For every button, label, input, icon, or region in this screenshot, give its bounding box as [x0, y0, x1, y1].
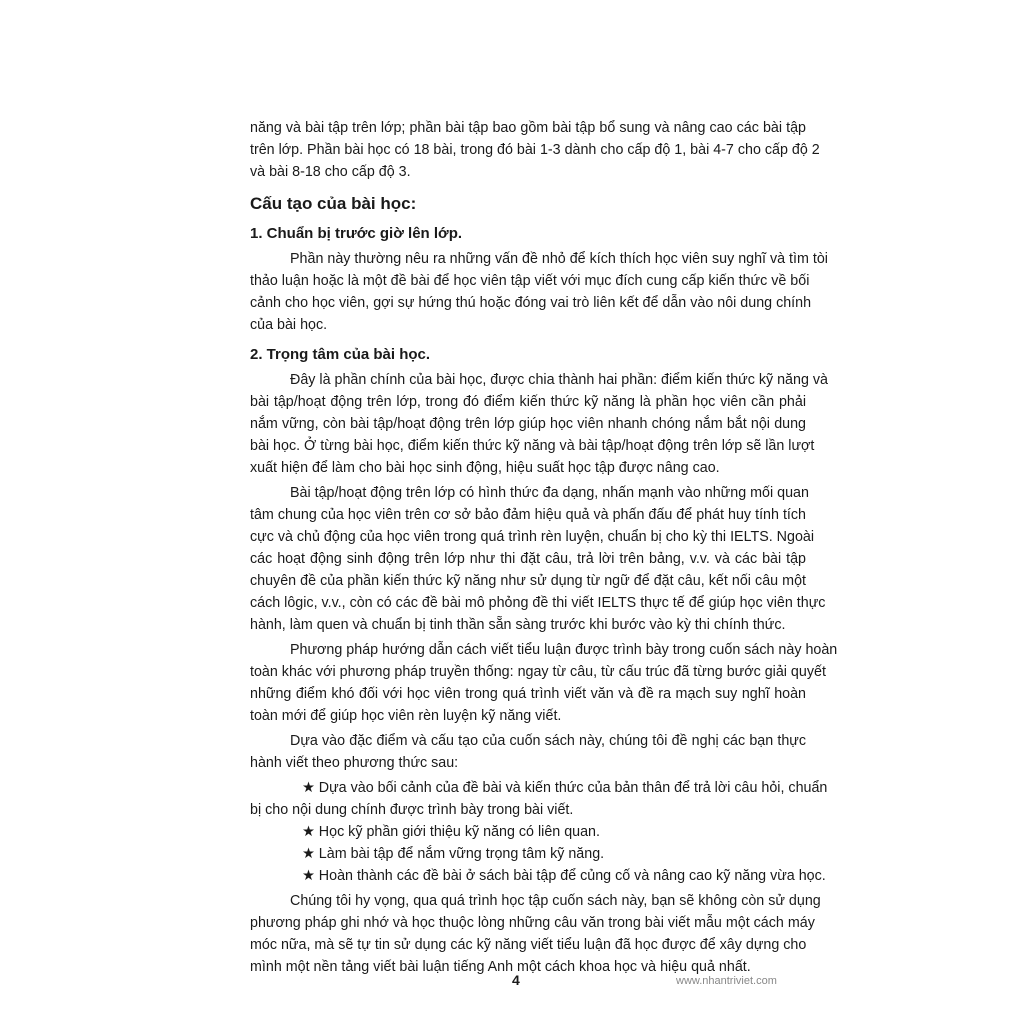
heading: 2. Trọng tâm của bài học. [250, 346, 431, 363]
text-line: cực và chủ động của học viên trong quá trình rèn luyện, chuẩn bị cho kỳ thi IELTS. Ngoài [250, 529, 815, 545]
text-line: trên lớp. Phần bài học có 18 bài, trong đó bài 1-3 dành cho cấp độ 1, bài 4-7 cho cấp độ 2 [250, 142, 820, 158]
page-number: 4 [512, 972, 520, 988]
section-1-para [250, 248, 828, 336]
publisher-website: www.nhantriviet.com [676, 975, 777, 987]
intro-cont [250, 117, 820, 183]
bullet-line: ★ Dựa vào bối cảnh của đề bài và kiến thức của bản thân để trả lời câu hỏi, chuẩn [302, 780, 828, 796]
method-para [250, 639, 838, 727]
text-line: Dựa vào đặc điểm và cấu tạo của cuốn sách này, chúng tôi đề nghị các bạn thực [290, 733, 806, 749]
heading: 1. Chuẩn bị trước giờ lên lớp. [250, 225, 463, 242]
text-line: hành, làm quen và chuẩn bị tinh thần sẵn sàng trước khi bước vào kỳ thi chính thức. [250, 617, 786, 633]
text-line: hành viết theo phương thức sau: [250, 755, 459, 771]
text-line: và bài 8-18 cho cấp độ 3. [250, 164, 411, 180]
text-line: thảo luận hoặc là một đề bài để học viên tập viết với mục đích cung cấp kiến thức về bối [250, 273, 810, 289]
text-line: các hoạt động sinh động trên lớp như thi đặt câu, trả lời trên bảng, v.v. và các bài tập [250, 551, 806, 567]
text-line: Phần này thường nêu ra những vấn đề nhỏ để kích thích học viên suy nghĩ và tìm tòi [290, 251, 828, 267]
text-line: móc nữa, mà sẽ tự tin sử dụng các kỹ năng viết tiểu luận đã học được để xây dựng cho [250, 937, 807, 953]
text-line: nắm vững, còn bài tập/hoạt động trên lớp giúp học viên nhanh chóng nắm bắt nội dung [250, 416, 806, 432]
text-line: Chúng tôi hy vọng, qua quá trình học tập cuốn sách này, bạn sẽ không còn sử dụng [290, 893, 821, 909]
heading: Cấu tạo của bài học: [250, 194, 417, 213]
text-line: toàn mới để giúp học viên rèn luyện kỹ năng viết. [250, 708, 562, 724]
text-line: phương pháp ghi nhớ và học thuộc lòng những câu văn trong bài viết mẫu một cách máy [250, 915, 815, 931]
section-1-title [250, 223, 806, 245]
bullet-line: ★ Làm bài tập để nắm vững trọng tâm kỹ năng. [302, 846, 605, 862]
bullet-line: ★ Học kỹ phần giới thiệu kỹ năng có liên quan. [302, 824, 600, 840]
bullet-list [250, 777, 828, 887]
text-line: tâm chung của học viên trên cơ sở bảo đảm hiệu quả và phấn đấu để phát huy tính tích [250, 507, 806, 523]
text-line: bài học. Ở từng bài học, điểm kiến thức kỹ năng và bài tập/hoạt động trên lớp sẽ lần lượt [250, 438, 815, 454]
text-line: bài tập/hoạt động trên lớp, trong đó điểm kiến thức kỹ năng là phần học viên cần phải [250, 394, 806, 410]
suggest-para [250, 730, 806, 774]
text-line: Phương pháp hướng dẫn cách viết tiểu luận được trình bày trong cuốn sách này hoàn [290, 642, 838, 658]
text-line: mình một nền tảng viết bài luận tiếng Anh một cách khoa học và hiệu quả nhất. [250, 959, 751, 975]
text-line: cảnh cho học viên, gợi sự hứng thú hoặc đóng vai trò liên kết để dẫn vào nôi dung chính [250, 295, 812, 311]
bullet-line: ★ Hoàn thành các đề bài ở sách bài tập để củng cố và nâng cao kỹ năng vừa học. [302, 868, 826, 884]
text-line: của bài học. [250, 317, 328, 333]
document-page [250, 117, 838, 978]
heading-structure [250, 193, 806, 215]
section-2-title [250, 344, 806, 366]
text-line: Bài tập/hoạt động trên lớp có hình thức đa dạng, nhấn mạnh vào những mối quan [290, 485, 809, 501]
text-line: toàn khác với phương pháp truyền thống: ngay từ câu, từ cấu trúc đã từng bước giải quyết [250, 664, 826, 680]
section-2-para-1 [250, 369, 828, 479]
bullet-line: bị cho nội dung chính được trình bày trong bài viết. [250, 802, 574, 818]
text-line: những điểm khó đối với học viên trong quá trình viết văn và đề ra mạch suy nghĩ hoàn [250, 686, 806, 702]
text-line: năng và bài tập trên lớp; phần bài tập bao gồm bài tập bổ sung và nâng cao các bài tập [250, 120, 806, 136]
section-2-para-2 [250, 482, 826, 636]
text-line: Đây là phần chính của bài học, được chia thành hai phần: điểm kiến thức kỹ năng và [290, 372, 828, 388]
closing-para [250, 890, 821, 978]
text-line: chuyên đề của phần kiến thức kỹ năng như sử dụng từ ngữ để đặt câu, kết nối câu một [250, 573, 806, 589]
text-line: xuất hiện để làm cho bài học sinh động, hiệu suất học tập được nâng cao. [250, 460, 720, 476]
text-line: cách lôgic, v.v., còn có các đề bài mô phỏng đề thi viết IELTS thực tế để giúp học viên thực [250, 595, 826, 611]
